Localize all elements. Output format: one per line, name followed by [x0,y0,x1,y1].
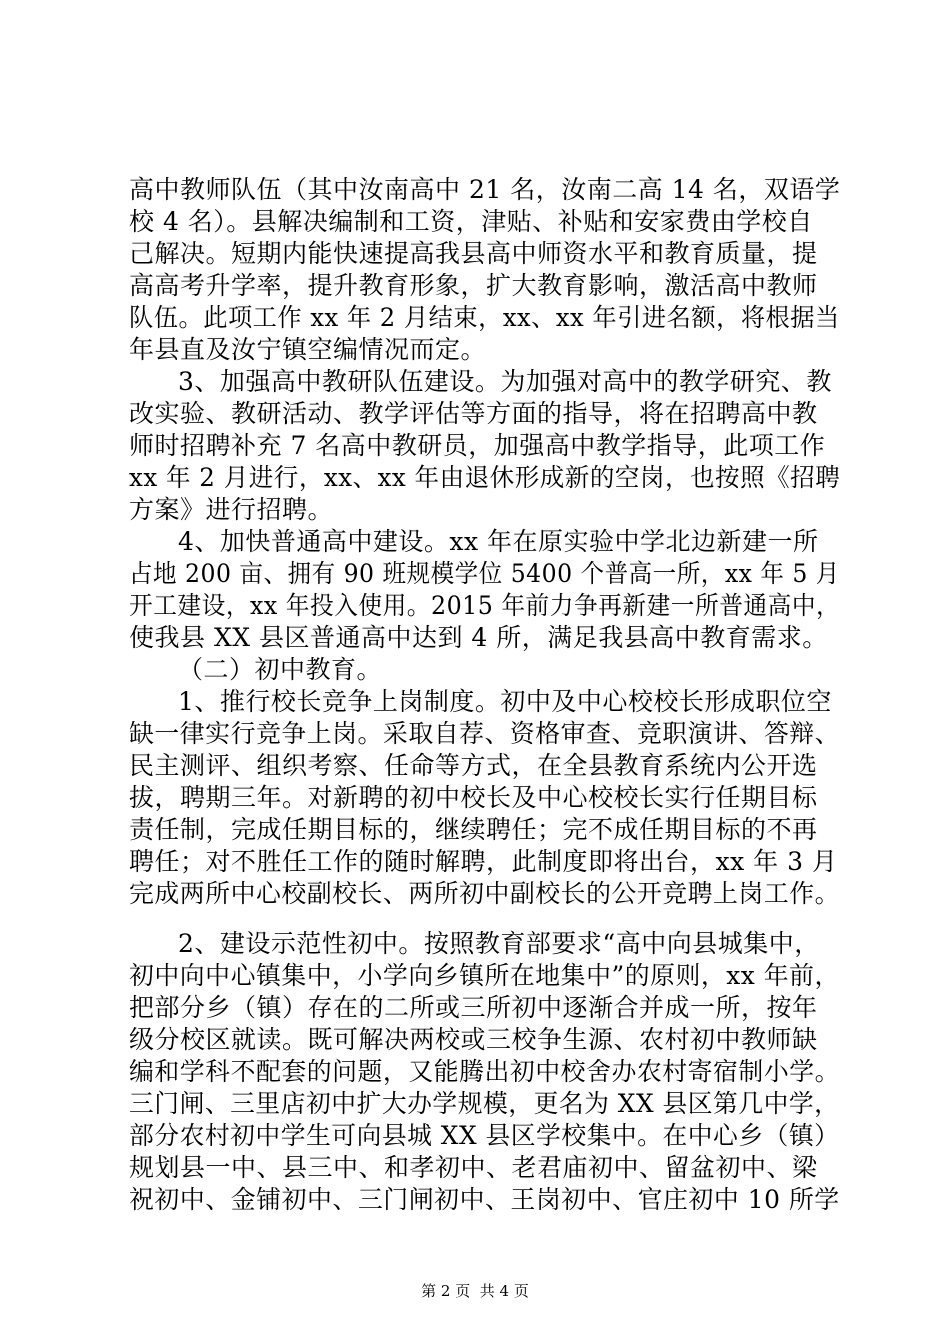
paragraph-first-line: 4、加快普通高中建设。xx 年在原实验中学北边新建一所 [178,527,819,556]
text-line: 编和学科不配套的问题，又能腾出初中校舍办农村寄宿制小学。 [129,1057,841,1086]
text-line: 开工建设，xx 年投入使用。2015 年前力争再新建一所普通高中， [129,591,841,620]
text-line: 方案》进行招聘。 [129,495,334,524]
text-line: 高中教师队伍（其中汝南高中 21 名，汝南二高 14 名，双语学 [129,175,841,204]
text-line: 三门闸、三里店初中扩大办学规模，更名为 XX 县区第几中学， [129,1089,840,1118]
section-heading: （二）初中教育。 [178,655,383,684]
text-line: 使我县 XX 县区普通高中达到 4 所，满足我县高中教育需求。 [129,623,828,652]
paragraph-first-line: 2、建设示范性初中。按照教育部要求“高中向县城集中， [178,929,820,958]
text-line: 队伍。此项工作 xx 年 2 月结束，xx、xx 年引进名额，将根据当 [129,303,840,332]
text-line: 师时招聘补充 7 名高中教研员，加强高中教学指导，此项工作 [129,431,826,460]
text-line: 祝初中、金铺初中、三门闸初中、王岗初中、官庄初中 10 所学 [129,1185,840,1214]
text-line: 拔，聘期三年。对新聘的初中校长及中心校校长实行任期目标 [129,783,818,812]
text-line: 责任制，完成任期目标的，继续聘任；完不成任期目标的不再 [129,815,818,844]
text-line: 民主测评、组织考察、任命等方式，在全县教育系统内公开选 [129,751,818,780]
text-line: 把部分乡（镇）存在的二所或三所初中逐渐合并成一所，按年 [129,993,818,1022]
text-line: 聘任；对不胜任工作的随时解聘，此制度即将出台，xx 年 3 月 [129,847,838,876]
text-line: 完成两所中心校副校长、两所初中副校长的公开竞聘上岗工作。 [129,879,841,908]
text-line: 部分农村初中学生可向县城 XX 县区学校集中。在中心乡（镇） [129,1121,840,1150]
text-line: 改实验、教研活动、教学评估等方面的指导，将在招聘高中教 [129,399,818,428]
text-line: 校 4 名）。县解决编制和工资，津贴、补贴和安家费由学校自 [129,207,813,236]
paragraph-first-line: 3、加强高中教研队伍建设。为加强对高中的教学研究、教 [178,367,832,396]
text-line: 缺一律实行竞争上岗。采取自荐、资格审查、竞职演讲、答辩、 [129,719,841,748]
text-line: 规划县一中、县三中、和孝初中、老君庙初中、留盆初中、梁 [129,1153,818,1182]
text-line: 年县直及汝宁镇空编情况而定。 [129,335,487,364]
text-line: 占地 200 亩、拥有 90 班规模学位 5400 个普高一所，xx 年 5 月 [129,559,840,588]
text-line: 级分校区就读。既可解决两校或三校争生源、农村初中教师缺 [129,1025,818,1054]
text-line: 己解决。短期内能快速提高我县高中师资水平和教育质量，提 [129,239,818,268]
paragraph-first-line: 1、推行校长竞争上岗制度。初中及中心校校长形成职位空 [178,687,832,716]
page-number-footer: 第 2 页 共 4 页 [421,1282,529,1300]
text-line: 高高考升学率，提升教育形象，扩大教育影响，激活高中教师 [129,271,818,300]
text-line: 初中向中心镇集中，小学向乡镇所在地集中”的原则，xx 年前， [129,961,840,990]
text-line: xx 年 2 月进行，xx、xx 年由退休形成新的空岗，也按照《招聘 [129,463,841,492]
